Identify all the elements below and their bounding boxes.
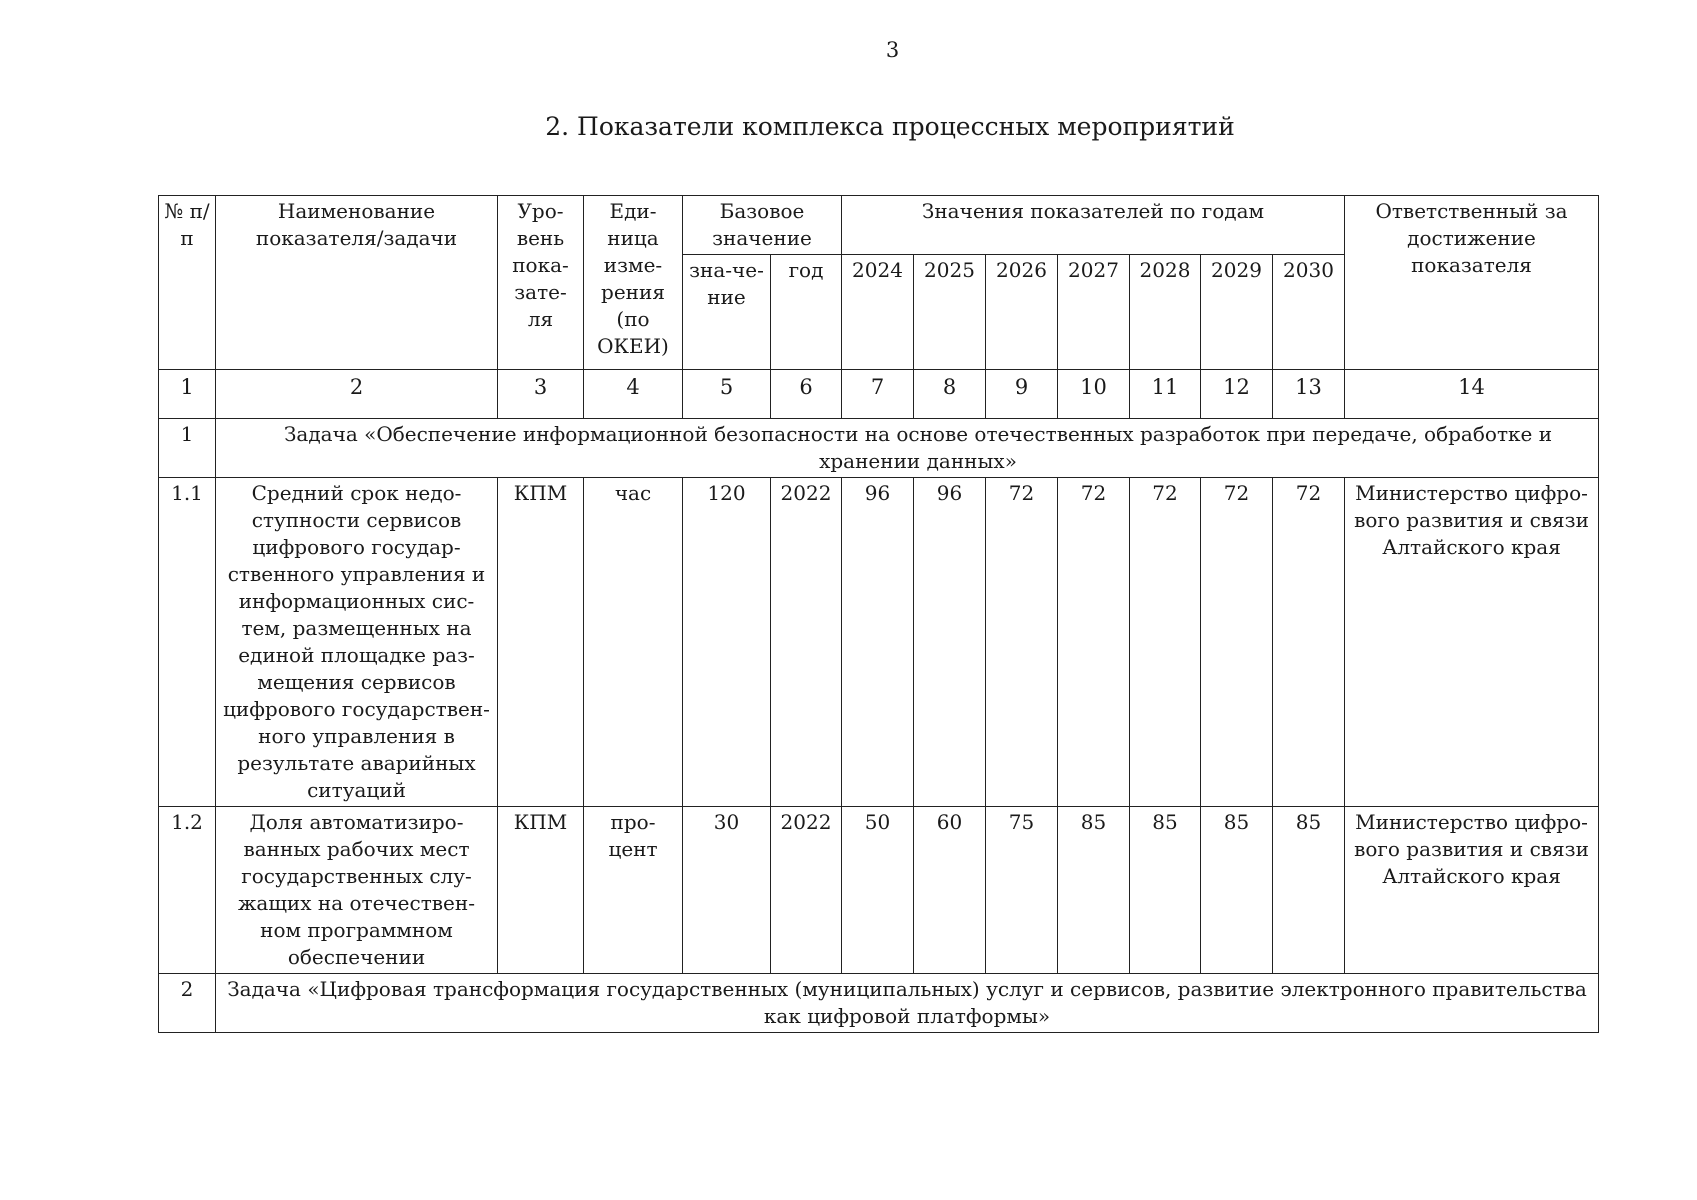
year-value: 96 <box>842 478 914 807</box>
column-numbers-row <box>159 370 1599 419</box>
year-value: 50 <box>842 807 914 974</box>
header-base-year: год <box>771 255 842 370</box>
base-year: 2022 <box>771 478 842 807</box>
year-value: 75 <box>986 807 1058 974</box>
year-value: 85 <box>1273 807 1345 974</box>
column-number: 4 <box>584 370 683 419</box>
header-unit: Еди-ница изме-рения (по ОКЕИ) <box>584 196 683 370</box>
year-value: 85 <box>1201 807 1273 974</box>
header-years-group: Значения показателей по годам <box>842 196 1345 255</box>
table-row <box>159 807 1599 974</box>
column-number: 13 <box>1273 370 1345 419</box>
header-base: Базовое значение <box>683 196 842 255</box>
header-responsible: Ответственный за достижение показателя <box>1345 196 1599 370</box>
task-text: Задача «Обеспечение информационной безопасности на основе отечественных разработок при передаче, обработке и хранении данных» <box>216 419 1599 478</box>
row-num: 1.2 <box>159 807 216 974</box>
column-number: 14 <box>1345 370 1599 419</box>
indicator-unit: про-цент <box>584 807 683 974</box>
header-year: 2030 <box>1273 255 1345 370</box>
column-number: 5 <box>683 370 771 419</box>
base-year: 2022 <box>771 807 842 974</box>
column-number: 10 <box>1058 370 1130 419</box>
header-year: 2026 <box>986 255 1058 370</box>
header-year: 2029 <box>1201 255 1273 370</box>
task-text: Задача «Цифровая трансформация государственных (муниципальных) услуг и сервисов, развитие электронного правительства как цифровой платформы» <box>216 974 1599 1033</box>
responsible: Министерство цифро-вого развития и связи Алтайского края <box>1345 807 1599 974</box>
task-num: 2 <box>159 974 216 1033</box>
task-row <box>159 419 1599 478</box>
column-number: 2 <box>216 370 498 419</box>
column-number: 8 <box>914 370 986 419</box>
column-number: 11 <box>1130 370 1201 419</box>
column-number: 12 <box>1201 370 1273 419</box>
row-num: 1.1 <box>159 478 216 807</box>
year-value: 60 <box>914 807 986 974</box>
header-base-value: зна-че-ние <box>683 255 771 370</box>
year-value: 72 <box>1058 478 1130 807</box>
indicator-name: Доля автоматизиро-ванных рабочих мест государственных слу-жащих на отечествен-ном программном обеспечении <box>216 807 498 974</box>
year-value: 85 <box>1058 807 1130 974</box>
column-number: 3 <box>498 370 584 419</box>
table-row <box>159 478 1599 807</box>
base-value: 30 <box>683 807 771 974</box>
task-num: 1 <box>159 419 216 478</box>
year-value: 72 <box>986 478 1058 807</box>
task-row <box>159 974 1599 1033</box>
year-value: 72 <box>1273 478 1345 807</box>
base-value: 120 <box>683 478 771 807</box>
responsible: Министерство цифро-вого развития и связи Алтайского края <box>1345 478 1599 807</box>
column-number: 1 <box>159 370 216 419</box>
indicator-level: КПМ <box>498 807 584 974</box>
indicators-table <box>158 195 1599 1033</box>
year-value: 85 <box>1130 807 1201 974</box>
header-name: Наименование показателя/задачи <box>216 196 498 370</box>
column-number: 6 <box>771 370 842 419</box>
page-number: 3 <box>885 38 900 62</box>
column-number: 9 <box>986 370 1058 419</box>
header-year: 2028 <box>1130 255 1201 370</box>
header-level: Уро-вень пока-зате-ля <box>498 196 584 370</box>
header-row-1 <box>159 196 1599 255</box>
document-title: 2. Показатели комплекса процессных мероприятий <box>545 112 1235 141</box>
year-value: 72 <box>1201 478 1273 807</box>
header-year: 2027 <box>1058 255 1130 370</box>
indicator-level: КПМ <box>498 478 584 807</box>
year-value: 96 <box>914 478 986 807</box>
column-number: 7 <box>842 370 914 419</box>
year-value: 72 <box>1130 478 1201 807</box>
header-num: № п/п <box>159 196 216 370</box>
header-year: 2025 <box>914 255 986 370</box>
header-year: 2024 <box>842 255 914 370</box>
indicator-name: Средний срок недо-ступности сервисов цифрового государ-ственного управления и информационных сис-тем, размещенных на единой площадке раз-мещения сервисов цифрового государствен-ного управления в результате аварийных ситуаций <box>216 478 498 807</box>
indicator-unit: час <box>584 478 683 807</box>
